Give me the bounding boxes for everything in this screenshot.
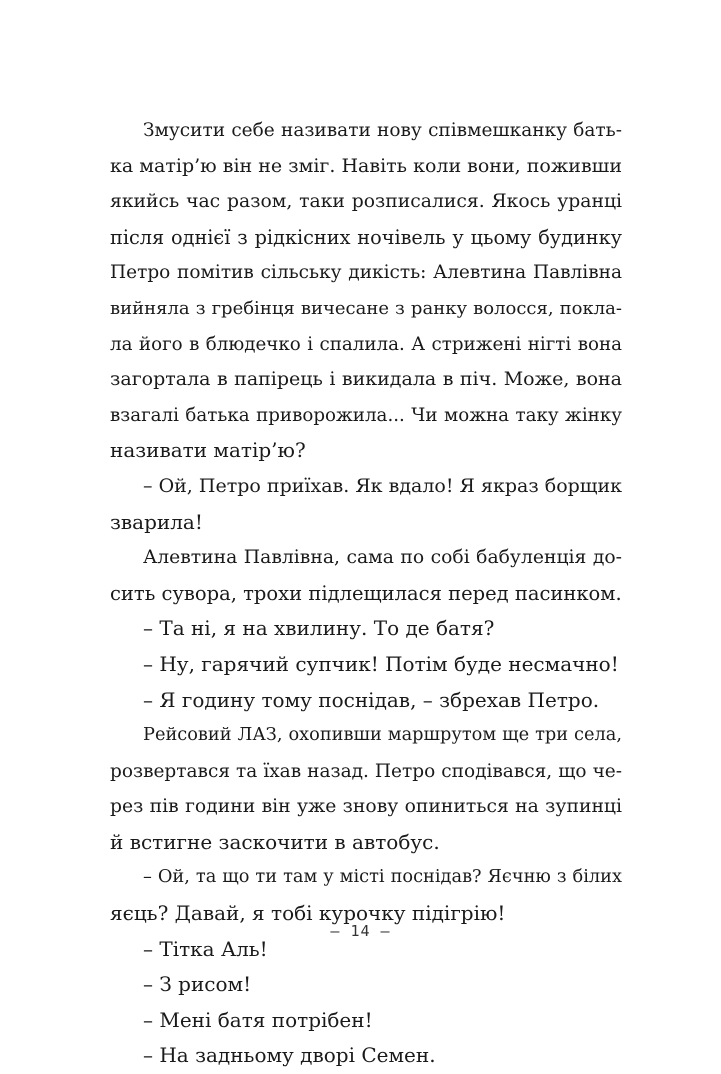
- text-line: ла його в блюдечко і спалила. А стрижені нігті вона: [110, 333, 622, 355]
- dialogue-line: – Тітка Аль!: [143, 936, 268, 961]
- text-line: Змусити себе називати нову співмешканку бать-: [143, 120, 622, 141]
- dialogue-line: – На задньому дворі Семен.: [143, 1043, 436, 1068]
- text-line: вийняла з гребінця вичесане з ранку волосся, покла-: [110, 297, 622, 319]
- dialogue-line: зварила!: [110, 509, 203, 534]
- text-line: ка матір’ю він не зміг. Навіть коли вони, поживши: [110, 154, 622, 177]
- text-line: якийсь час разом, таки розписалися. Якось уранці: [110, 191, 622, 213]
- text-line: Петро помітив сільську дикість: Алевтина Павлівна: [110, 262, 622, 284]
- dialogue-line: – Ну, гарячий супчик! Потім буде несмачно!: [143, 651, 619, 676]
- dialogue-line: – Ой, та що ти там у місті поснідав? Яєчню з білих: [143, 867, 622, 888]
- text-line: й встигне заскочити в автобус.: [110, 829, 440, 854]
- dialogue-line: – Я годину тому поснідав, – збрехав Петро.: [143, 687, 600, 712]
- text-line: загортала в папірець і викидала в піч. Може, вона: [110, 368, 622, 391]
- text-line: розвертався та їхав назад. Петро сподівався, що че-: [110, 760, 622, 782]
- dialogue-line: яєць? Давай, я тобі курочку підігрію!: [110, 901, 506, 926]
- dialogue-line: – Ой, Петро приїхав. Як вдало! Я якраз борщик: [143, 474, 622, 497]
- text-line: називати матір’ю?: [110, 438, 306, 463]
- text-line: Алевтина Павлівна, сама по собі бабуленція до-: [143, 547, 622, 569]
- dialogue-line: – Мені батя потрібен!: [143, 1007, 373, 1032]
- page-number: — 14 —: [330, 922, 391, 940]
- text-line: Рейсовий ЛАЗ, охопивши маршрутом ще три села,: [143, 725, 622, 746]
- text-line: після однієї з рідкісних ночівель у цьому будинку: [110, 225, 622, 249]
- dialogue-line: – Та ні, я на хвилину. То де батя?: [143, 616, 495, 641]
- text-line: сить сувора, трохи підлещилася перед пасинком.: [110, 581, 622, 605]
- text-line: рез пів години він уже знову опиниться на зупинці: [110, 796, 622, 818]
- text-line: взагалі батька приворожила... Чи можна таку жінку: [110, 404, 622, 426]
- dialogue-line: – З рисом!: [143, 972, 252, 997]
